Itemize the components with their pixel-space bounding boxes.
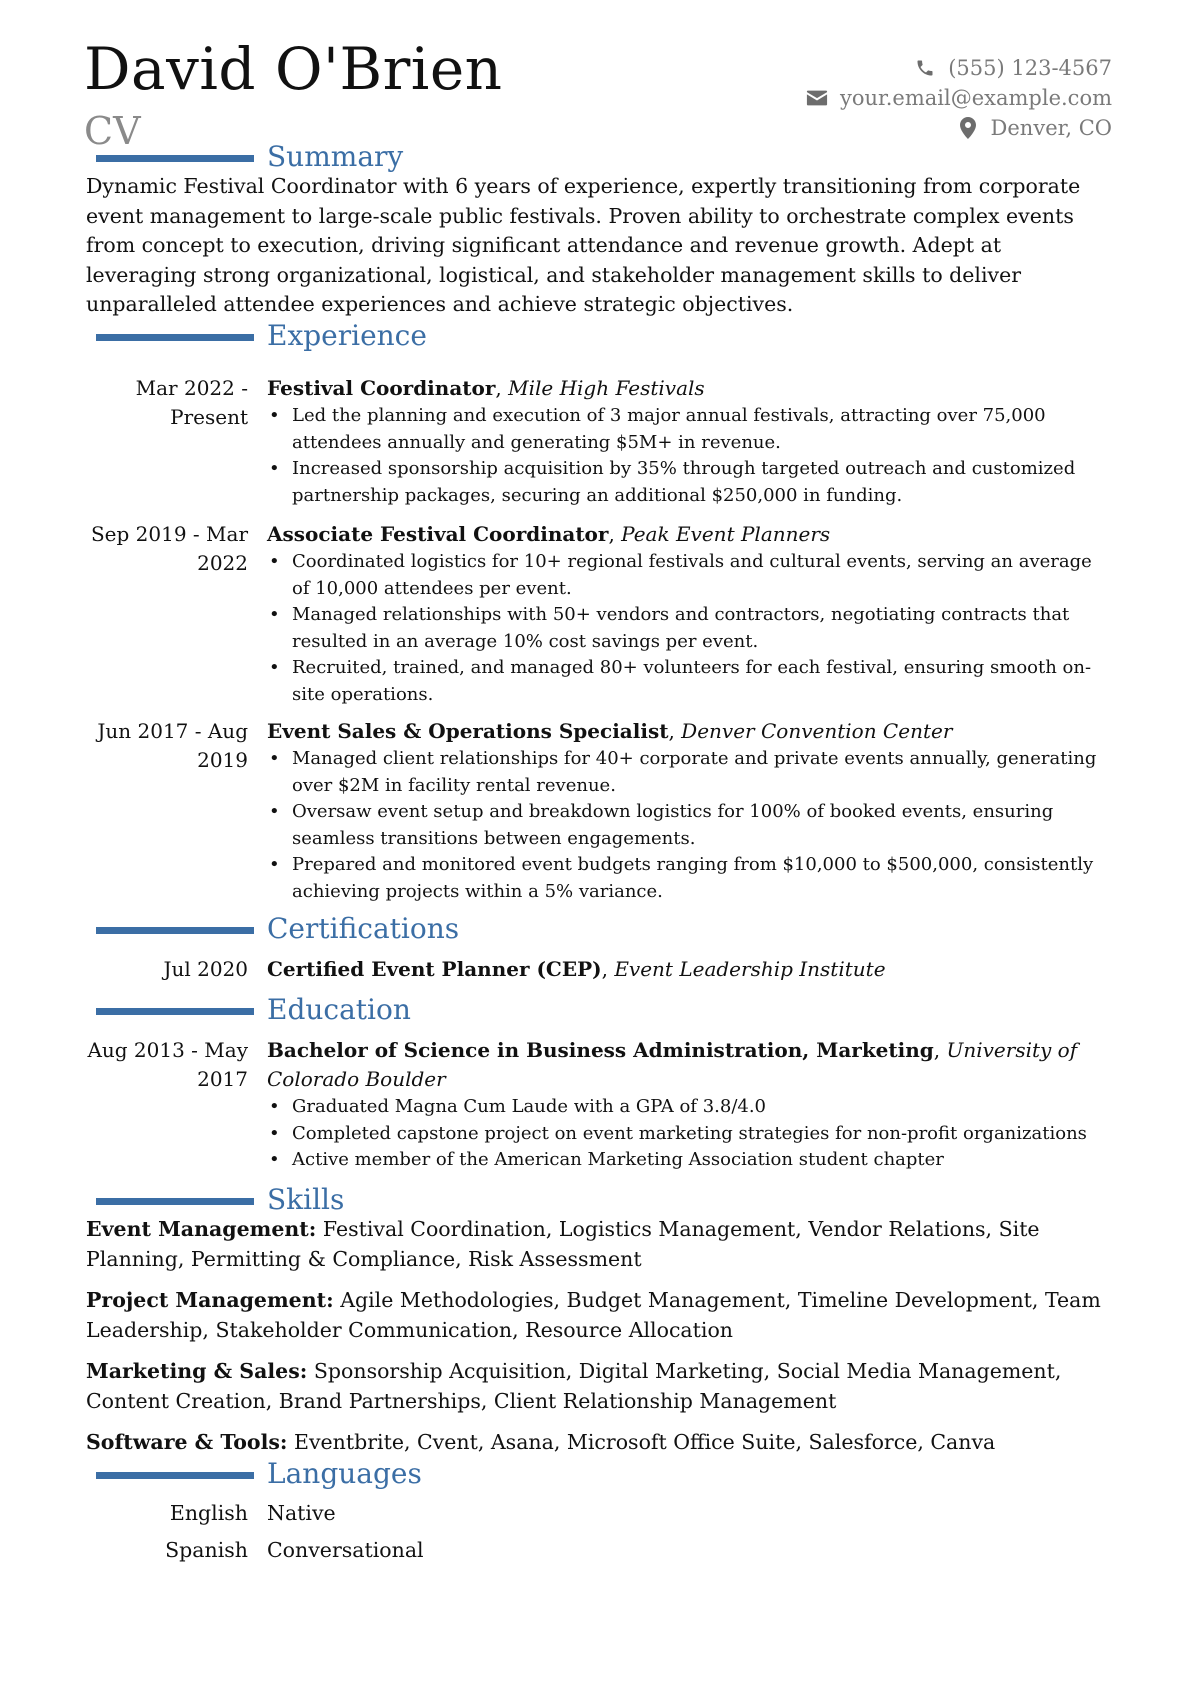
skill-values: Eventbrite, Cvent, Asana, Microsoft Office Suite, Salesforce, Canva (294, 1430, 996, 1454)
entry-date: Sep 2019 - Mar 2022 (90, 522, 248, 575)
entry-body (267, 1036, 1107, 1174)
section-title-summary: Summary (267, 140, 404, 173)
skill-values: Sponsorship Acquisition, Digital Marketing, Social Media Management, Content Creation, Brand Partnerships, Client Relationship Management (86, 1359, 1062, 1413)
map-marker-icon (955, 117, 981, 139)
entry-title: Associate Festival Coordinator, Peak Event Planners (267, 522, 831, 546)
section-title-skills: Skills (267, 1183, 345, 1216)
entry-title: Event Sales & Operations Specialist, Denver Convention Center (267, 719, 953, 743)
employer: Mile High Festivals (508, 376, 705, 400)
envelope-icon (804, 89, 830, 107)
entry-body (267, 374, 1107, 509)
certification-name: Certified Event Planner (CEP) (267, 957, 602, 981)
email-link[interactable]: your.email@example.com (839, 86, 1112, 110)
entry-date: Jun 2017 - Aug 2019 (97, 719, 248, 772)
entry-title: Bachelor of Science in Business Administration, Marketing, University of Colorado Boulder (267, 1038, 1078, 1091)
section-rule (96, 1008, 254, 1015)
experience-section (0, 319, 1190, 357)
skill-category: Marketing & Sales: (86, 1359, 308, 1383)
section-header (0, 993, 1190, 1031)
list-item: • Led the planning and execution of 3 major annual festivals, attracting over 75,000 attendees annually and generating $5M+ in revenue. (267, 403, 1107, 456)
bullet-list (267, 746, 1107, 905)
skill-category: Project Management: (86, 1288, 334, 1312)
list-item: • Recruited, trained, and managed 80+ volunteers for each festival, ensuring smooth on-site operations. (267, 655, 1107, 708)
education-section (0, 993, 1190, 1031)
list-item: • Managed client relationships for 40+ corporate and private events annually, generating over $2M in facility rental revenue. (267, 746, 1107, 799)
section-rule (96, 927, 254, 934)
skill-values: Agile Methodologies, Budget Management, Timeline Development, Team Leadership, Stakeholder Communication, Resource Allocation (86, 1288, 1101, 1342)
person-name: David O'Brien (84, 35, 503, 103)
bullet-list (267, 549, 1107, 708)
skill-group (86, 1215, 1106, 1274)
contact-phone (804, 53, 1112, 83)
section-title-languages: Languages (267, 1457, 422, 1490)
entry-date: Mar 2022 - Present (135, 376, 248, 429)
section-header (0, 319, 1190, 357)
list-item: • Graduated Magna Cum Laude with a GPA of 3.8/4.0 (267, 1094, 1107, 1121)
section-rule (96, 1198, 254, 1205)
section-header (0, 1457, 1190, 1495)
location-text: Denver, CO (990, 116, 1112, 140)
entry-body (267, 520, 1107, 708)
list-item: • Managed relationships with 50+ vendors and contractors, negotiating contracts that resulted in an average 10% cost savings per event. (267, 602, 1107, 655)
section-rule (96, 334, 254, 341)
list-item: • Prepared and monitored event budgets ranging from $10,000 to $500,000, consistently achieving projects within a 5% variance. (267, 852, 1107, 905)
skill-category: Event Management: (86, 1217, 317, 1241)
document-subtitle: CV (84, 109, 141, 153)
list-item: • Coordinated logistics for 10+ regional festivals and cultural events, serving an average of 10,000 attendees per event. (267, 549, 1107, 602)
list-item: • Active member of the American Marketing Association student chapter (267, 1147, 1107, 1174)
section-header (0, 912, 1190, 950)
skill-group (86, 1428, 1106, 1458)
degree: Bachelor of Science in Business Administration, Marketing (267, 1038, 934, 1062)
entry-body (267, 717, 1107, 905)
certifications-section (0, 912, 1190, 950)
contact-block (804, 53, 1112, 143)
section-rule (96, 155, 254, 162)
list-item: • Oversaw event setup and breakdown logistics for 100% of booked events, ensuring seamless transitions between engagements. (267, 799, 1107, 852)
entry-body (267, 955, 1107, 984)
entry-date: Jul 2020 (163, 957, 248, 981)
skill-group (86, 1357, 1106, 1416)
language-row (0, 1498, 1190, 1528)
issuer: Event Leadership Institute (614, 957, 886, 981)
languages-section (0, 1457, 1190, 1495)
section-title-experience: Experience (267, 319, 427, 352)
section-rule (96, 1472, 254, 1479)
skill-group (86, 1286, 1106, 1345)
section-title-certifications: Certifications (267, 912, 460, 945)
phone-icon (912, 58, 938, 78)
contact-email (804, 83, 1112, 113)
language-level: Conversational (267, 1538, 424, 1562)
language-row (0, 1535, 1190, 1565)
job-title: Festival Coordinator (267, 376, 496, 400)
entry-title: Festival Coordinator, Mile High Festivals (267, 376, 705, 400)
section-title-education: Education (267, 993, 411, 1026)
job-title: Associate Festival Coordinator (267, 522, 609, 546)
language-level: Native (267, 1501, 336, 1525)
contact-location (804, 113, 1112, 143)
language-name: English (169, 1501, 248, 1525)
institution: University of Colorado Boulder (267, 1038, 1078, 1091)
bullet-list (267, 1094, 1107, 1174)
skill-category: Software & Tools: (86, 1430, 288, 1454)
entry-title: Certified Event Planner (CEP), Event Leadership Institute (267, 957, 886, 981)
job-title: Event Sales & Operations Specialist (267, 719, 669, 743)
employer: Peak Event Planners (621, 522, 831, 546)
skills-list (86, 1215, 1106, 1470)
phone-text[interactable]: (555) 123-4567 (948, 56, 1112, 80)
summary-text: Dynamic Festival Coordinator with 6 years of experience, expertly transitioning from corporate event management to large-scale public festivals. Proven ability to orchestrate complex events from concept to execution, driving significant attendance and revenue growth. Adept at leveraging strong organizational, logistical, and stakeholder management skills to deliver unparalleled attendee experiences and achieve strategic objectives. (86, 174, 1081, 317)
entry-date: Aug 2013 - May 2017 (87, 1038, 248, 1091)
list-item: • Increased sponsorship acquisition by 35% through targeted outreach and customized partnership packages, securing an additional $250,000 in funding. (267, 456, 1107, 509)
employer: Denver Convention Center (681, 719, 953, 743)
language-name: Spanish (165, 1538, 248, 1562)
list-item: • Completed capstone project on event marketing strategies for non-profit organizations (267, 1121, 1107, 1148)
skill-values: Festival Coordination, Logistics Management, Vendor Relations, Site Planning, Permitting & Compliance, Risk Assessment (86, 1217, 1040, 1271)
bullet-list (267, 403, 1107, 509)
